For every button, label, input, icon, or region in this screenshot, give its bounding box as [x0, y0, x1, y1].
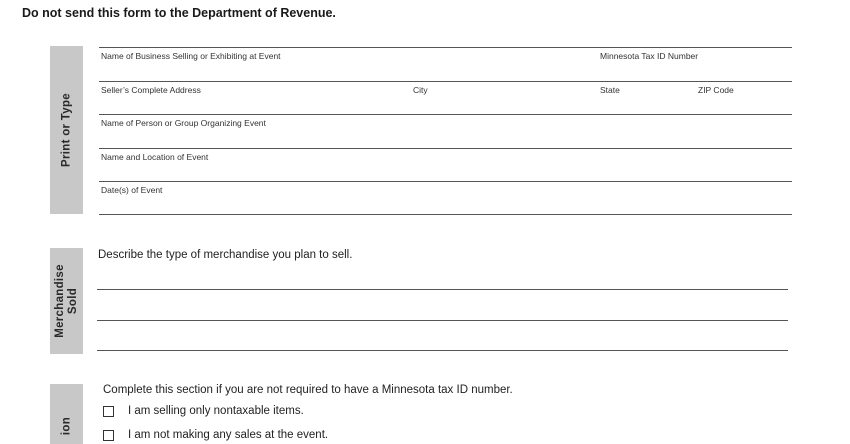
zip-code-label: ZIP Code	[698, 85, 734, 95]
no-sales-option[interactable]	[103, 429, 328, 441]
organizer-field[interactable]	[99, 114, 792, 115]
merchandise-line-3[interactable]	[97, 350, 788, 351]
merchandise-prompt: Describe the type of merchandise you plan to sell.	[98, 249, 353, 261]
exemption-label: ion	[60, 416, 72, 436]
city-label: City	[413, 85, 428, 95]
event-dates-label: Date(s) of Event	[101, 185, 163, 195]
exemption-sidebar	[50, 384, 83, 444]
merchandise-line-2[interactable]	[97, 320, 788, 321]
no-sales-checkbox[interactable]	[103, 430, 114, 441]
seller-address-field[interactable]	[99, 81, 792, 82]
state-label: State	[600, 85, 620, 95]
mn-tax-id-label: Minnesota Tax ID Number	[600, 51, 699, 61]
merchandise-sold-label	[54, 264, 80, 338]
exemption-prompt: Complete this section if you are not required to have a Minnesota tax ID number.	[103, 384, 513, 396]
nontaxable-option[interactable]	[103, 405, 304, 417]
form-notice: Do not send this form to the Department of Revenue.	[22, 6, 336, 20]
event-dates-field[interactable]	[99, 181, 792, 182]
organizer-label: Name of Person or Group Organizing Event	[101, 118, 266, 128]
merchandise-line-1[interactable]	[97, 289, 788, 290]
nontaxable-option-label: I am selling only nontaxable items.	[128, 405, 304, 417]
merchandise-sold-sidebar	[50, 248, 83, 354]
print-or-type-label: Print or Type	[60, 93, 72, 167]
seller-address-label: Seller’s Complete Address	[101, 85, 201, 95]
no-sales-option-label: I am not making any sales at the event.	[128, 429, 329, 441]
business-name-label: Name of Business Selling or Exhibiting at Event	[101, 51, 281, 61]
merchandise-sold-label-line1: Merchandise	[53, 264, 66, 338]
business-name-field[interactable]	[99, 47, 792, 48]
event-dates-bottom-line	[99, 214, 792, 215]
event-name-location-field[interactable]	[99, 148, 792, 149]
event-name-location-label: Name and Location of Event	[101, 152, 209, 162]
print-or-type-sidebar	[50, 46, 83, 214]
nontaxable-checkbox[interactable]	[103, 406, 114, 417]
merchandise-sold-label-line2: Sold	[66, 287, 79, 315]
